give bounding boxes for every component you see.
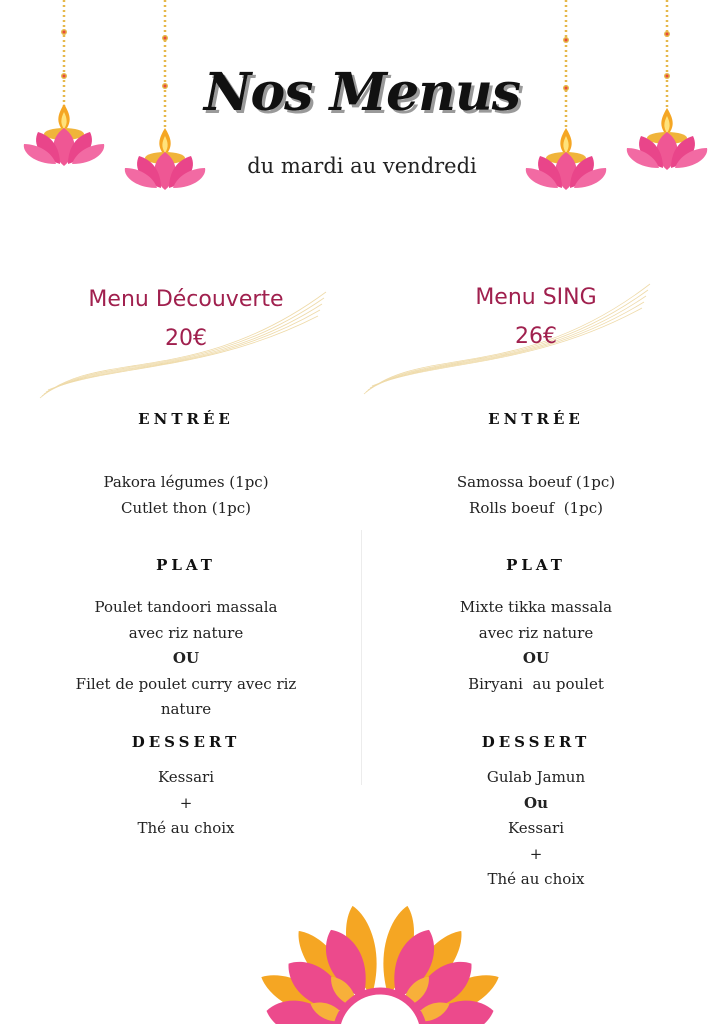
menu-name: Menu Découverte (88, 287, 284, 312)
lotus-mandala-icon (0, 895, 724, 1024)
list-item: Samossa boeuf (1pc) (456, 473, 616, 491)
dessert-list (36, 765, 336, 842)
menu-sing (386, 0, 686, 1024)
list-item: OU (172, 649, 200, 668)
section-heading-plat: PLAT (506, 556, 566, 574)
list-item: nature (160, 700, 212, 719)
list-item: Mixte tikka massala (459, 598, 613, 616)
list-item: Kessari (508, 819, 564, 838)
list-item: Filet de poulet curry avec riz (75, 674, 297, 693)
list-item: Kessari (158, 768, 214, 786)
menu-price: 26€ (515, 324, 557, 349)
section-heading-dessert: DESSERT (481, 733, 591, 751)
list-item: Biryani au poulet (468, 674, 604, 693)
section-heading-entree: ENTRÉE (488, 410, 584, 428)
list-item: OU (522, 649, 550, 668)
list-item: + (179, 793, 193, 812)
list-item: Poulet tandoori massala (94, 598, 278, 616)
column-divider (361, 530, 362, 785)
menu-name: Menu SING (475, 285, 597, 310)
list-item: Pakora légumes (1pc) (103, 473, 269, 491)
list-item: Thé au choix (137, 819, 235, 838)
list-item: Thé au choix (487, 870, 585, 889)
plat-list (386, 595, 686, 697)
list-item: Ou (524, 793, 548, 812)
plat-list (36, 595, 336, 723)
section-heading-plat: PLAT (156, 556, 216, 574)
menu-decouverte (36, 0, 336, 1024)
section-heading-dessert: DESSERT (131, 733, 241, 751)
entree-list (36, 470, 336, 521)
entree-list (386, 470, 686, 521)
section-heading-entree: ENTRÉE (138, 410, 234, 428)
list-item: Gulab Jamun (486, 768, 586, 786)
dessert-list (386, 765, 686, 893)
page-subtitle: du mardi au vendredi (247, 154, 477, 178)
list-item: Cutlet thon (1pc) (120, 498, 252, 517)
menu-price: 20€ (165, 326, 207, 351)
page-title: Nos Menus (203, 62, 521, 123)
list-item: avec riz nature (128, 623, 244, 642)
list-item: Rolls boeuf (1pc) (469, 498, 603, 517)
list-item: avec riz nature (478, 623, 594, 642)
list-item: + (529, 844, 543, 863)
